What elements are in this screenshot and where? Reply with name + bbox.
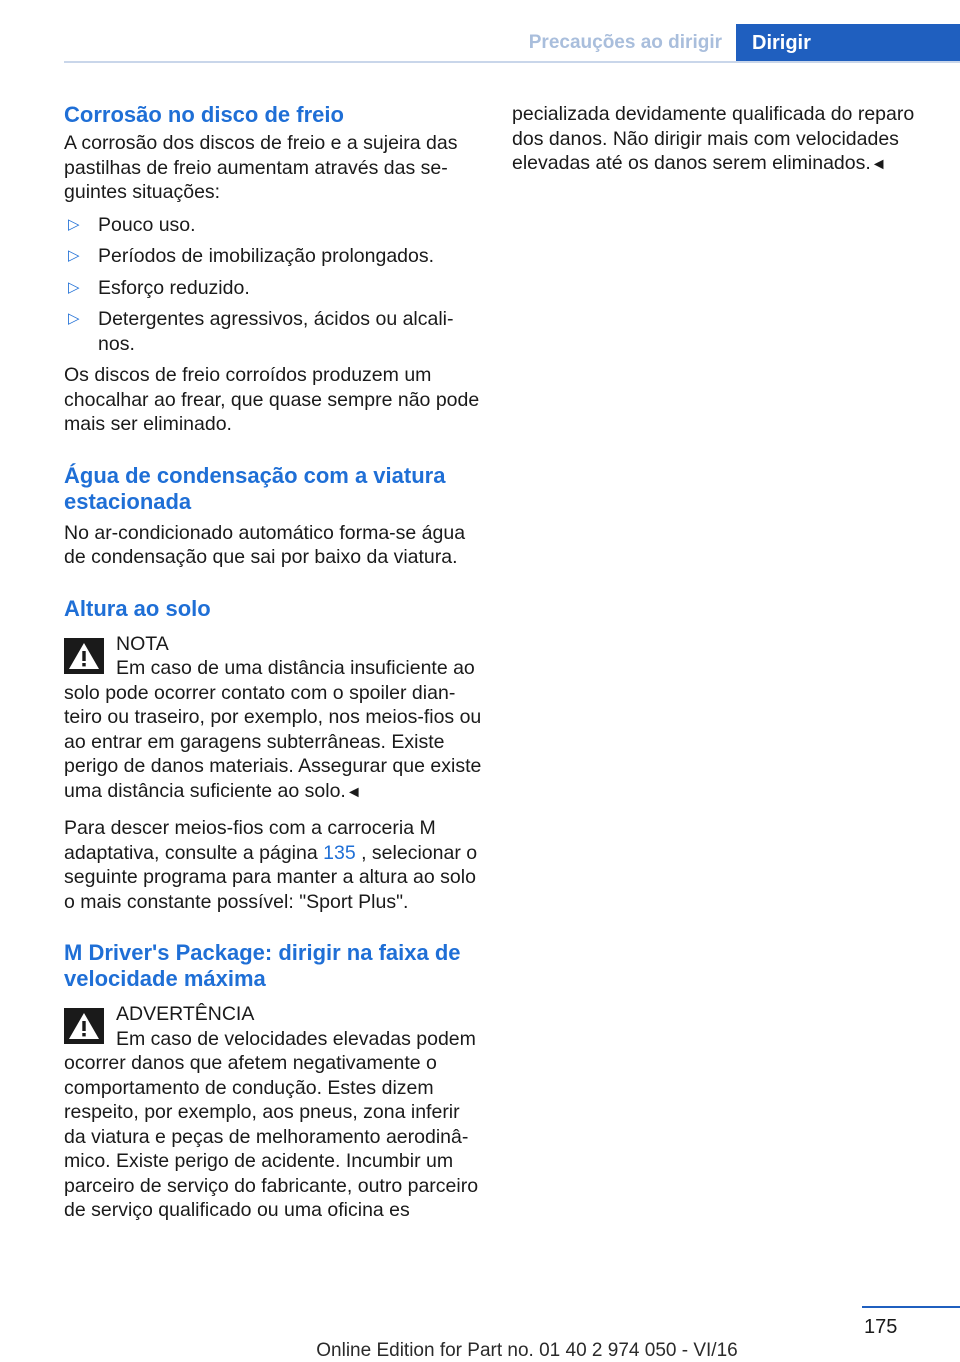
warning-continued: [512, 102, 930, 178]
end-mark-icon: ◄: [345, 783, 362, 801]
warning-triangle-icon: [64, 638, 104, 674]
notice-first-line: Em caso de uma distância insuficiente ao: [116, 657, 475, 679]
warning-box: [64, 1000, 482, 1223]
brake-corrosion-list: [64, 213, 482, 357]
header-rule: [64, 61, 960, 63]
warning-continued-text: pecializada devidamente qualificada do reparo dos danos. Não dirigir mais com velocidades elevadas até os danos serem eliminados.: [512, 103, 915, 174]
warning-first-line: Em caso de velocidades elevadas podem: [116, 1027, 476, 1050]
list-item: [64, 276, 482, 301]
notice-box: [64, 630, 482, 806]
right-column: [512, 102, 930, 178]
page-reference-link[interactable]: 135: [323, 841, 356, 864]
list-item-text: Pouco uso.: [98, 213, 196, 236]
brake-corrosion-intro: A corrosão dos discos de freio e a sujeira das pastilhas de freio aumentam através das seguintes situações:: [64, 132, 458, 203]
header-chapter-tab: Dirigir: [736, 24, 960, 62]
triangle-bullet-icon: ▷: [68, 310, 80, 327]
warning-title: ADVERTÊNCIA: [116, 1003, 255, 1025]
header-section-title: Precauções ao dirigir: [528, 32, 722, 53]
triangle-bullet-icon: ▷: [68, 247, 80, 264]
notice-body-text: solo pode ocorrer contato com o spoiler dianteiro ou traseiro, por exemplo, nos meios-fios ou ao entrar em garagens subterrâneas. Existe perigo de danos materiais. Assegurar que existe uma distância suficiente ao solo.: [64, 681, 482, 802]
heading-brake-corrosion: Corrosão no disco de freio: [64, 102, 344, 127]
notice-body: [64, 681, 482, 806]
heading-ground-clearance: Altura ao solo: [64, 595, 211, 621]
list-item: [64, 307, 482, 356]
condensation-body: No ar-condicionado automático forma-se água de condensação que sai por baixo da viatura.: [64, 521, 466, 568]
brake-corrosion-outro: Os discos de freio corroídos produzem um chocalhar ao frear, que quase sempre não pode mais ser eliminado.: [64, 364, 480, 435]
triangle-bullet-icon: ▷: [68, 278, 80, 296]
paragraph-text: Para descer meios-fios com a carroceria M adaptativa, consulte a página: [64, 817, 436, 864]
heading-condensation: Água de condensação com a viatura estacionada: [64, 462, 446, 514]
footer-edition: Online Edition for Part no. 01 40 2 974 050 - VI/16: [316, 1340, 738, 1361]
end-mark-icon: ◄: [870, 156, 887, 173]
paragraph-text: , selecionar o seguinte programa para manter a altura ao solo o mais constante possível: "Sport Plus".: [64, 841, 478, 913]
left-column: [64, 102, 482, 1223]
list-item-text: Períodos de imobilização prolongados.: [98, 245, 435, 267]
heading-top-speed: M Driver's Package: dirigir na faixa de velocidade máxima: [64, 940, 461, 991]
list-item-text: Detergentes agressivos, ácidos ou alcalinos.: [98, 308, 454, 355]
ground-clearance-paragraph: [64, 816, 482, 914]
page-number: 175: [864, 1316, 898, 1338]
footer-rule: [862, 1306, 960, 1308]
triangle-bullet-icon: ▷: [68, 215, 80, 233]
list-item-text: Esforço reduzido.: [98, 276, 250, 299]
warning-triangle-icon: [64, 1008, 104, 1044]
notice-title: NOTA: [116, 632, 169, 655]
list-item: [64, 213, 482, 238]
warning-body: ocorrer danos que afetem negativamente o comportamento de condução. Estes dizem respeito, por exemplo, aos pneus, zona inferir da viatura e peças de melhoramento aerodinâmico. Existe perigo de acidente. Incumbir um parceiro de serviço do fabricante, outro parceiro de serviço qualificado ou uma oficina es: [64, 1052, 479, 1221]
list-item: [64, 244, 482, 269]
